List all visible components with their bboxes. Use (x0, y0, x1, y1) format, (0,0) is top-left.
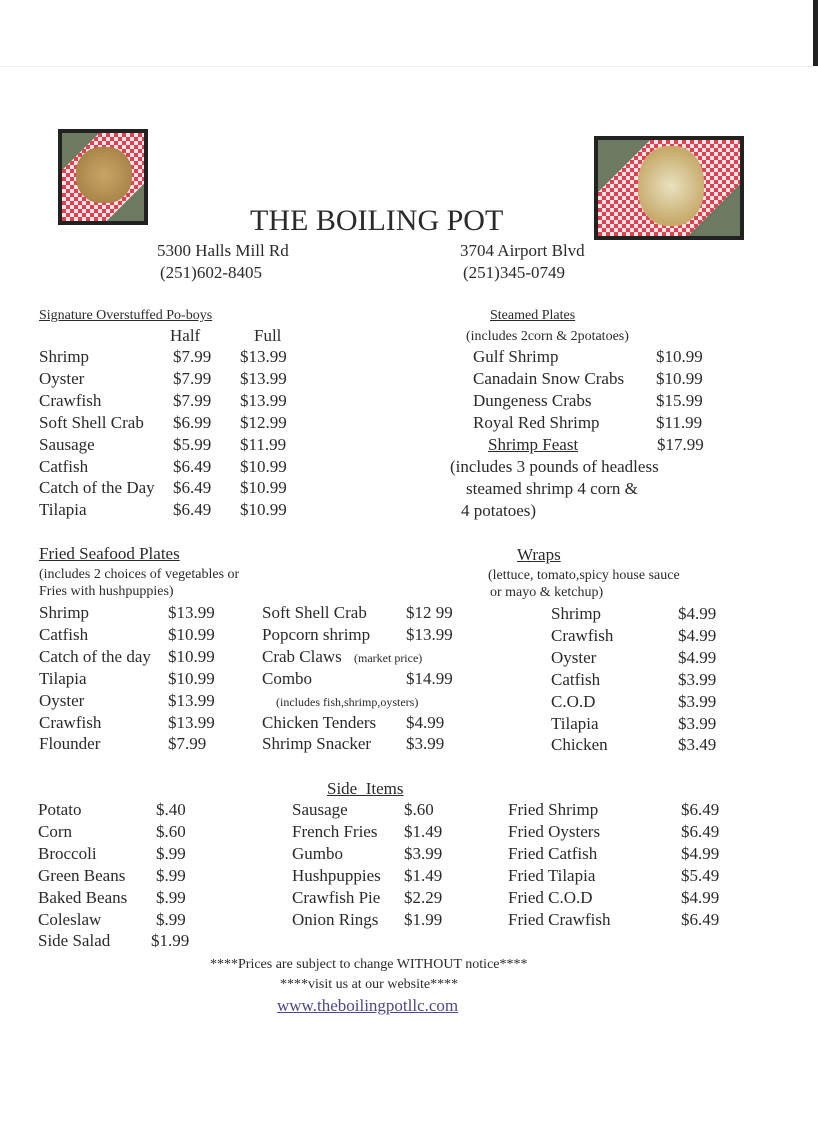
item-name: Crab Claws (262, 646, 342, 666)
item-name: Shrimp (551, 604, 602, 623)
location-1-phone: (251)602-8405 (160, 263, 262, 282)
full-price: $13.99 (240, 347, 287, 366)
item-price: $3.99 (404, 843, 443, 863)
item-price: $6.49 (681, 800, 720, 819)
fried-note: (includes 2 choices of vegetables or (39, 567, 240, 582)
item-name: Crawfish (39, 712, 102, 732)
item-price: $.99 (156, 843, 186, 863)
item-price: $6.49 (681, 909, 720, 929)
restaurant-title: THE BOILING POT (250, 204, 504, 237)
wrap-row (0, 603, 818, 625)
steamed-heading: Steamed Plates (490, 308, 576, 323)
scan-edge-line (0, 66, 818, 67)
wraps-list (0, 603, 818, 763)
food-photo-left (58, 129, 148, 225)
poboy-row (0, 499, 440, 521)
item-price: $4.99 (678, 604, 717, 623)
item-price: $.99 (156, 909, 186, 929)
scan-edge (813, 0, 818, 66)
item-name: Fried C.O.D (508, 887, 593, 907)
fried-note: Fries with hushpuppies) (39, 584, 174, 599)
item-name: Potato (38, 800, 82, 819)
item-name: French Fries (292, 821, 378, 841)
location-2-address: 3704 Airport Blvd (460, 241, 585, 260)
item-price: $1.49 (404, 821, 443, 841)
item-price: $10.99 (656, 368, 703, 388)
item-price: $1.99 (404, 909, 443, 929)
item-name: Combo (262, 668, 313, 688)
location-2-phone: (251)345-0749 (463, 263, 565, 282)
item-price: $13.99 (168, 712, 215, 732)
shrimp-feast-note: steamed shrimp 4 corn & (466, 479, 638, 498)
sides-list (0, 799, 818, 959)
item-price: $10.99 (656, 347, 703, 366)
half-price: $6.49 (173, 500, 212, 520)
item-price: $3.99 (678, 691, 717, 711)
item-name: Canadain Snow Crabs (473, 368, 625, 388)
item-name: Tilapia (39, 500, 87, 520)
item-price: $15.99 (656, 390, 703, 410)
fried-heading: Fried Seafood Plates (39, 544, 180, 563)
item-price: $10.99 (168, 668, 215, 688)
full-price: $13.99 (240, 368, 287, 388)
item-name: Sausage (292, 800, 348, 819)
item-name: Flounder (39, 734, 101, 754)
item-name: Oyster (39, 368, 85, 388)
poboys-col-half: Half (170, 326, 201, 345)
item-name: Hushpuppies (292, 865, 381, 885)
item-name: Shrimp (39, 603, 90, 622)
website-link[interactable]: www.theboilingpotllc.com (277, 996, 459, 1015)
wraps-heading: Wraps (517, 545, 561, 564)
item-price: $13.99 (168, 603, 215, 622)
item-price: $1.99 (151, 931, 190, 951)
poboys-heading: Signature Overstuffed Po-boys (39, 308, 213, 323)
location-1-address: 5300 Halls Mill Rd (157, 241, 289, 260)
side-row (0, 799, 818, 821)
item-price: $3.49 (678, 735, 717, 755)
item-name: Gumbo (292, 843, 343, 863)
item-name: Soft Shell Crab (262, 603, 367, 622)
wrap-row (0, 625, 818, 647)
item-name: Shrimp Snacker (262, 734, 372, 754)
item-price: $4.99 (681, 887, 720, 907)
item-price: $.99 (156, 887, 186, 907)
full-price: $10.99 (240, 478, 287, 498)
poboy-row (0, 434, 440, 456)
full-price: $12.99 (240, 412, 287, 432)
item-name: Popcorn shrimp (262, 624, 371, 644)
item-price: $6.49 (681, 821, 720, 841)
poboy-row (0, 456, 440, 478)
item-name: Chicken Tenders (262, 712, 377, 732)
item-name: Tilapia (551, 713, 599, 733)
item-name: Broccoli (38, 843, 97, 863)
item-name: Green Beans (38, 865, 126, 885)
side-row (0, 865, 818, 887)
item-name: Fried Shrimp (508, 800, 599, 819)
item-name: Dungeness Crabs (473, 390, 592, 410)
item-name: Oyster (551, 647, 597, 667)
item-name: Crawfish (39, 390, 102, 410)
item-note: (includes fish,shrimp,oysters) (276, 694, 419, 709)
wrap-row (0, 713, 818, 735)
steamed-row (0, 412, 818, 434)
item-price: $4.99 (681, 843, 720, 863)
item-name: Crawfish (551, 625, 614, 645)
item-price: $.60 (156, 821, 186, 841)
item-price: $.99 (156, 865, 186, 885)
item-price: $4.99 (406, 712, 445, 732)
item-name: Coleslaw (38, 909, 102, 929)
item-price: $4.99 (678, 647, 717, 667)
full-price: $11.99 (240, 434, 287, 454)
item-note: (market price) (354, 650, 423, 665)
full-price: $10.99 (240, 456, 287, 476)
half-price: $7.99 (173, 347, 212, 366)
item-name: Sausage (39, 434, 95, 454)
half-price: $6.99 (173, 412, 212, 432)
item-price: $11.99 (656, 412, 703, 432)
poboy-row (0, 477, 440, 499)
item-name: Corn (38, 821, 72, 841)
item-price: $12 99 (406, 603, 453, 622)
wraps-note: or mayo & ketchup) (490, 585, 604, 600)
item-price: $1.49 (404, 865, 443, 885)
item-name: Chicken (551, 735, 608, 755)
item-name: Shrimp (39, 347, 90, 366)
steamed-note: (includes 2corn & 2potatoes) (466, 329, 629, 344)
poboys-col-full: Full (254, 326, 282, 345)
side-row (0, 821, 818, 843)
wrap-row (0, 734, 818, 756)
item-price: $7.99 (168, 734, 207, 754)
side-row (0, 930, 818, 952)
sides-heading: Side Items (327, 779, 404, 798)
steamed-row (0, 346, 818, 368)
item-price: $3.99 (678, 669, 717, 689)
item-price: $2.29 (404, 887, 443, 907)
item-name: Catch of the day (39, 646, 151, 666)
item-name: Fried Tilapia (508, 865, 596, 885)
item-name: Tilapia (39, 668, 87, 688)
item-name: Catfish (551, 669, 601, 689)
wraps-note: (lettuce, tomato,spicy house sauce (488, 568, 680, 583)
half-price: $7.99 (173, 368, 212, 388)
full-price: $13.99 (240, 390, 287, 410)
item-name: Catfish (39, 456, 89, 476)
item-name: Royal Red Shrimp (473, 412, 600, 432)
item-name: Soft Shell Crab (39, 412, 144, 432)
wrap-row (0, 647, 818, 669)
item-name: Catch of the Day (39, 478, 155, 498)
shrimp-feast-price: $17.99 (657, 435, 704, 454)
item-price: $10.99 (168, 646, 215, 666)
item-price: $5.49 (681, 865, 720, 885)
item-price: $10.99 (168, 624, 215, 644)
item-name: Fried Crawfish (508, 909, 611, 929)
item-name: C.O.D (551, 691, 596, 711)
steamed-row (0, 368, 818, 390)
item-price: $4.99 (678, 625, 717, 645)
item-name: Side Salad (38, 931, 111, 951)
visit-website-text: ****visit us at our website**** (280, 977, 459, 992)
item-price: $14.99 (406, 668, 453, 688)
shrimp-feast-note: 4 potatoes) (461, 501, 537, 520)
shrimp-feast-note: (includes 3 pounds of headless (450, 457, 659, 476)
food-photo-right (594, 136, 744, 240)
side-row (0, 843, 818, 865)
price-disclaimer: ****Prices are subject to change WITHOUT notice**** (210, 957, 528, 972)
half-price: $6.49 (173, 456, 212, 476)
full-price: $10.99 (240, 500, 287, 520)
item-name: Fried Catfish (508, 843, 598, 863)
half-price: $5.99 (173, 434, 212, 454)
shrimp-feast-name: Shrimp Feast (488, 435, 579, 454)
wrap-row (0, 691, 818, 713)
item-name: Onion Rings (292, 909, 379, 929)
half-price: $6.49 (173, 478, 212, 498)
side-row (0, 887, 818, 909)
item-name: Crawfish Pie (292, 887, 381, 907)
steamed-list (0, 346, 818, 436)
item-price: $13.99 (168, 690, 215, 710)
steamed-row (0, 390, 818, 412)
item-name: Gulf Shrimp (473, 347, 559, 366)
wrap-row (0, 669, 818, 691)
item-name: Baked Beans (38, 887, 128, 907)
item-price: $3.99 (406, 734, 445, 754)
item-price: $.40 (156, 800, 186, 819)
item-price: $13.99 (406, 624, 453, 644)
item-price: $3.99 (678, 713, 717, 733)
item-price: $.60 (404, 800, 434, 819)
half-price: $7.99 (173, 390, 212, 410)
item-name: Fried Oysters (508, 821, 601, 841)
side-row (0, 909, 818, 931)
item-name: Oyster (39, 690, 85, 710)
item-name: Catfish (39, 624, 89, 644)
